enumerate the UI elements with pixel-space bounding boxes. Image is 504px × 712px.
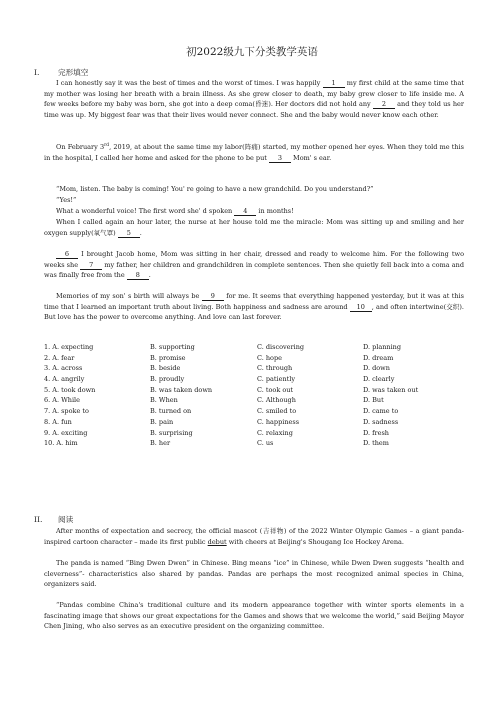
option-cell: B. proudly xyxy=(150,375,185,384)
blank-5: 5 xyxy=(118,230,140,238)
option-cell: C. took out xyxy=(257,385,294,394)
document-title: 初2022级九下分类教学英语 xyxy=(186,46,318,58)
option-cell: D. clearly xyxy=(363,375,395,384)
blank-7: 7 xyxy=(80,262,102,270)
option-cell: B. surprising xyxy=(150,428,193,437)
option-cell: D. came to xyxy=(363,407,399,416)
option-cell: D. down xyxy=(363,364,390,373)
option-cell: B. was taken down xyxy=(150,385,213,394)
option-row-5 xyxy=(44,385,464,396)
option-row-10 xyxy=(44,438,464,449)
option-row-2 xyxy=(44,353,464,364)
blank-8: 8 xyxy=(127,272,149,280)
cloze-paragraph-1: I can honestly say it was the best of times and the worst of times. I was happily 1 my first child at the same time that my mother was losing her breath with a brain illness. As she grew closer to death, my baby grew closer to life inside me. A few weeks before my baby was born, she got into a deep coma(昏迷). Her doctors did not hold any 2 and they told us her time was up. My biggest fear was that their lives would never connect. She and the baby would never know each other. xyxy=(44,79,464,119)
cloze-paragraph-2: On February 3rd, 2019, at about the same time my labor(阵痛) started, my mother opened her eyes. When they told me this in the hospital, I called her home and asked for the phone to be put 3 Mom' s ear. xyxy=(44,142,464,162)
option-cell: D. was taken out xyxy=(363,385,419,394)
reading-paragraph-1: After months of expectation and secrecy, the official mascot (吉祥物) of the 2022 Winter Olympic Games – a giant panda-inspired cartoon character – made its first public debut with cheers at Beijing's Shougang Ice Hockey Arena. xyxy=(44,527,464,546)
blank-6: 6 xyxy=(56,251,78,259)
cloze-options-table xyxy=(44,342,464,449)
option-cell: 5. A. took down xyxy=(44,385,96,394)
option-row-3 xyxy=(44,363,464,374)
section-title: 阅读 xyxy=(58,515,74,524)
option-cell: D. But xyxy=(363,396,384,405)
option-row-8 xyxy=(44,417,464,428)
option-cell: B. turned on xyxy=(150,407,192,416)
cloze-paragraph-4: “Yes!” xyxy=(56,196,77,204)
option-cell: B. supporting xyxy=(150,343,195,351)
option-cell: C. Although xyxy=(257,396,296,405)
option-cell: 8. A. fun xyxy=(44,417,72,426)
underlined-word: debut xyxy=(207,537,227,546)
blank-10: 10 xyxy=(350,304,372,312)
option-cell: C. through xyxy=(257,364,293,373)
option-cell: 4. A. angrily xyxy=(44,375,85,384)
option-cell: C. us xyxy=(257,439,274,448)
option-cell: 7. A. spoke to xyxy=(44,407,89,416)
option-row-9 xyxy=(44,428,464,439)
option-cell: 6. A. While xyxy=(44,396,80,405)
option-cell: D. them xyxy=(363,439,389,448)
option-cell: C. discovering xyxy=(257,343,305,351)
section-number: II. xyxy=(34,515,43,524)
option-row-6 xyxy=(44,395,464,406)
option-cell: 3. A. across xyxy=(44,364,83,373)
option-cell: B. pain xyxy=(150,417,174,426)
section-title: 完形填空 xyxy=(58,68,89,77)
option-cell: C. happiness xyxy=(257,417,300,426)
blank-3: 3 xyxy=(269,155,291,163)
option-row-4 xyxy=(44,374,464,385)
cloze-paragraph-6: When I called again an hour later, the nurse at her house told me the miracle: Mom was sitting up and smiling and her oxygen supply(氧气罩) 5 . xyxy=(44,218,464,237)
blank-9: 9 xyxy=(202,293,224,301)
blank-4: 4 xyxy=(234,208,256,216)
option-cell: C. hope xyxy=(257,353,282,362)
cloze-paragraph-5: What a wonderful voice! The first word she' d spoken 4 in months! xyxy=(56,207,294,215)
blank-2: 2 xyxy=(373,101,395,109)
option-cell: D. fresh xyxy=(363,428,389,437)
cloze-paragraph-7: 6 I brought Jacob home, Mom was sitting in her chair, dressed and ready to welcome him. For the following two weeks she 7 my father, her children and grandchildren in complete sentences. Then she quietly fell back into a coma and was finally free from the 8 . xyxy=(44,250,464,280)
cloze-paragraph-8: Memories of my son' s birth will always be 9 for me. It seems that everything happened yesterday, but it was at this time that I learned an important truth about living. Both happiness and sadness are around 10 , and often intertwine(交织). But love has the power to overcome anything. And love can last forever. xyxy=(44,292,464,322)
option-cell: 10. A. him xyxy=(44,439,78,448)
option-cell: C. relaxing xyxy=(257,428,293,437)
section-number: I. xyxy=(34,68,40,77)
reading-paragraph-2: The panda is named “Bing Dwen Dwen” in Chinese. Bing means “ice” in Chinese, while Dwen Dwen suggests “health and cleverness”- characteristics also shared by pandas. Pandas are perhaps the most recognized animal species in China, organizers said. xyxy=(44,559,464,589)
option-cell: C. smiled to xyxy=(257,407,297,416)
reading-paragraph-3: “Pandas combine China's traditional culture and its modern appearance together with winter sports elements in a fascinating image that shows our great expectations for the Games and shows that we welcome the world,” said Beijing Mayor Chen Jining, who also serves as an executive president on the organizing committee. xyxy=(44,601,464,631)
option-cell: D. planning xyxy=(363,343,402,351)
section-heading-reading xyxy=(34,514,73,525)
option-cell: 1. A. expecting xyxy=(44,343,94,351)
option-cell: B. her xyxy=(150,439,171,448)
option-cell: D. sadness xyxy=(363,417,399,426)
blank-1: 1 xyxy=(323,80,345,88)
option-cell: B. promise xyxy=(150,353,186,362)
option-cell: D. dream xyxy=(363,353,394,362)
cloze-paragraph-3: “Mom, listen. The baby is coming! You' re going to have a new grandchild. Do you understand?” xyxy=(56,185,374,193)
option-cell: 2. A. fear xyxy=(44,353,75,362)
option-row-1 xyxy=(44,342,464,353)
option-cell: B. When xyxy=(150,396,178,405)
option-cell: B. beside xyxy=(150,364,181,373)
option-cell: 9. A. exciting xyxy=(44,428,88,437)
section-heading-cloze xyxy=(34,67,88,78)
option-cell: C. patiently xyxy=(257,375,295,384)
option-row-7 xyxy=(44,406,464,417)
